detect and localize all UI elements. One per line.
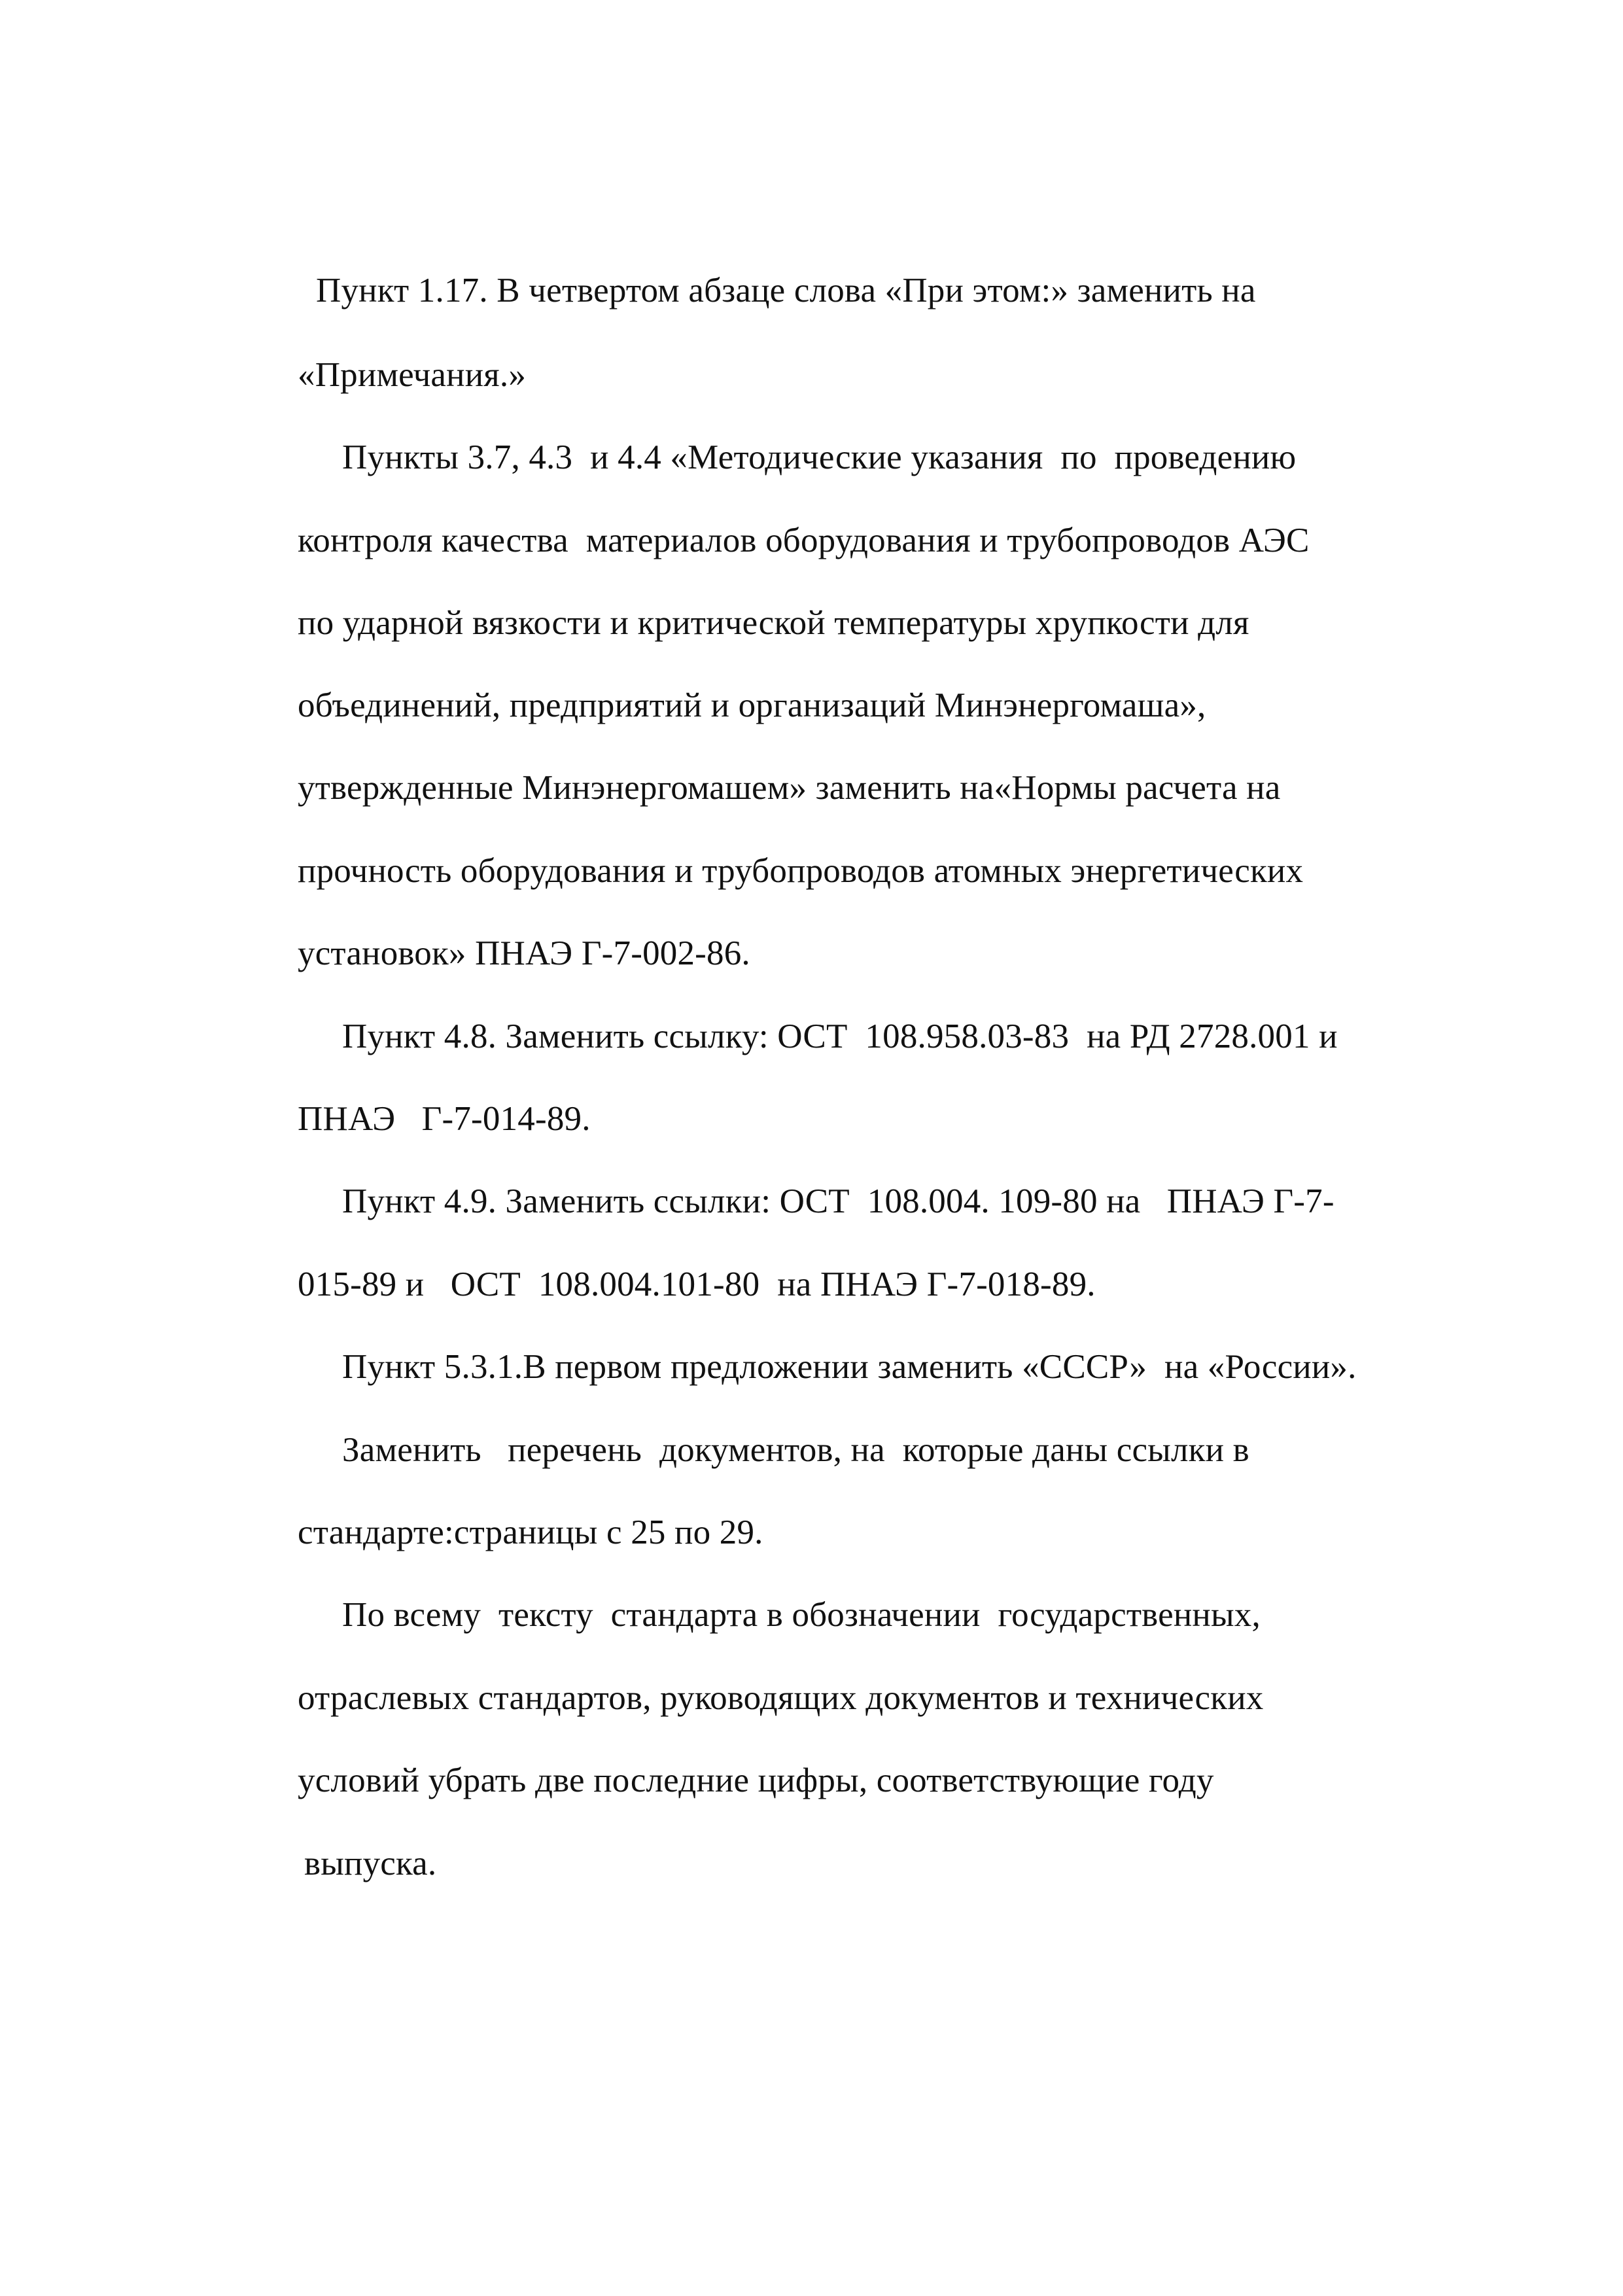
text-line-2: «Примечания.»: [298, 356, 527, 394]
text-line-9: установок» ПНАЭ Г-7-002-86.: [298, 934, 750, 972]
text-line-3: Пункты 3.7, 4.3 и 4.4 «Методические указания по проведению: [342, 438, 1297, 476]
text-line-15: Заменить перечень документов, на которые даны ссылки в: [342, 1431, 1249, 1469]
text-line-18: отраслевых стандартов, руководящих документов и технических: [298, 1679, 1264, 1717]
text-line-19: условий убрать две последние цифры, соответствующие году: [298, 1761, 1214, 1799]
text-line-1: Пункт 1.17. В четвертом абзаце слова «При этом:» заменить на: [316, 272, 1256, 309]
text-line-7: утвержденные Минэнергомашем» заменить на«Нормы расчета на: [298, 769, 1281, 807]
text-line-17: По всему тексту стандарта в обозначении государственных,: [342, 1596, 1261, 1634]
text-line-6: объединений, предприятий и организаций Минэнергомаша»,: [298, 686, 1206, 724]
text-line-11: ПНАЭ Г-7-014-89.: [298, 1100, 591, 1138]
text-line-4: контроля качества материалов оборудования и трубопроводов АЭС: [298, 521, 1310, 559]
text-line-16: стандарте:страницы с 25 по 29.: [298, 1513, 763, 1551]
text-line-8: прочность оборудования и трубопроводов атомных энергетических: [298, 852, 1304, 890]
text-line-20: выпуска.: [304, 1845, 437, 1882]
text-line-10: Пункт 4.8. Заменить ссылку: ОСТ 108.958.03-83 на РД 2728.001 и: [342, 1017, 1338, 1055]
text-line-12: Пункт 4.9. Заменить ссылки: ОСТ 108.004. 109-80 на ПНАЭ Г-7-: [342, 1182, 1335, 1220]
text-line-5: по ударной вязкости и критической температуры хрупкости для: [298, 604, 1249, 642]
text-line-14: Пункт 5.3.1.В первом предложении заменить «СССР» на «России».: [342, 1348, 1357, 1386]
text-line-13: 015-89 и ОСТ 108.004.101-80 на ПНАЭ Г-7-018-89.: [298, 1265, 1096, 1303]
